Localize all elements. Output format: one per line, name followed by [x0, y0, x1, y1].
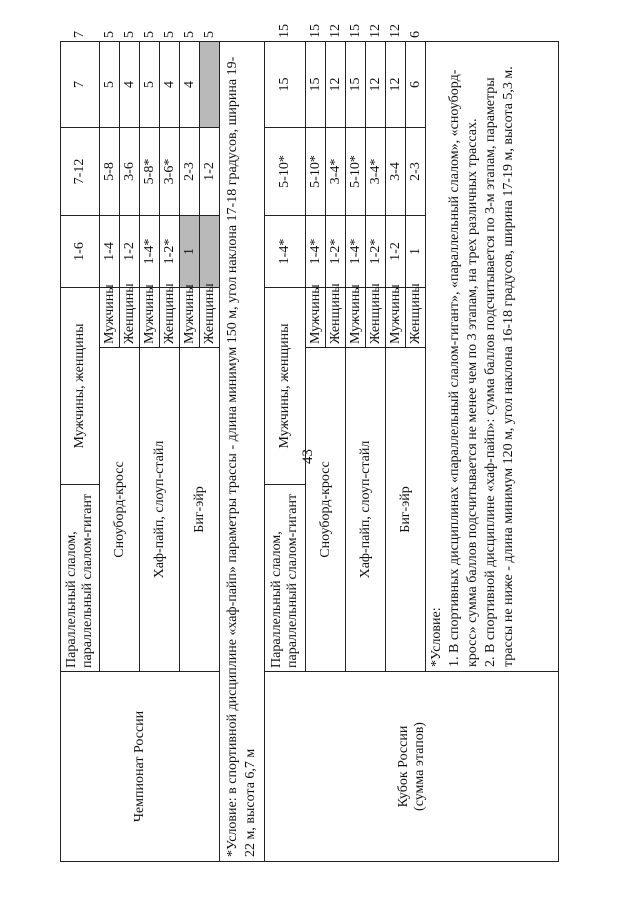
table-row: Женщины 1-2* 3-4* 12 12	[326, 41, 346, 861]
competition-championship: Чемпионат России	[61, 672, 220, 862]
rotated-table-sheet	[60, 23, 612, 862]
gender-cell: Женщины	[160, 287, 180, 347]
cup-note-item-2: 2. В спортивной дисциплине «хаф-пайп»: сумма баллов подсчитывается по 3-м этапам, параметры трассы не ниже - длина минимум 120 м, угол наклона 16-18 градусов, ширина 17-19 м, высота 5,3 м.	[483, 66, 516, 667]
table-row: Хаф-пайп, слоуп-стайл Мужчины 1-4* 5-10* 15 15	[346, 41, 366, 861]
gender-cell: Женщины	[120, 287, 140, 347]
value-cell-shaded: 1	[180, 215, 200, 287]
value-cell-shaded	[200, 215, 220, 287]
value-cell: 7-12	[61, 127, 100, 215]
value-cell: 2-3	[406, 127, 426, 215]
discipline-cell: Хаф-пайп, слоуп-стайл	[140, 348, 180, 672]
gender-cell: Женщины	[406, 287, 426, 347]
gender-cell: Женщины	[200, 287, 220, 347]
value-cell: 12	[386, 41, 406, 127]
value-cell: 1-4*	[265, 215, 306, 287]
cup-note-title: *Условие:	[429, 607, 444, 667]
cup-title: Кубок России	[395, 725, 411, 808]
table-row: Женщины 1 2-3 6 6	[406, 41, 426, 861]
discipline-cell: Параллельный слалом, параллельный слалом-гигант	[265, 485, 306, 672]
value-cell-shaded	[200, 41, 220, 127]
value-cell: 1-2*	[326, 215, 346, 287]
discipline-cell: Биг-эйр	[386, 348, 426, 672]
table-row: Хаф-пайп, слоуп-стайл Мужчины 1-4* 5-8* 5 5	[140, 41, 160, 861]
gender-cell: Мужчины	[346, 287, 366, 347]
value-cell: 5-10*	[306, 127, 326, 215]
discipline-cell: Сноуборд-кросс	[100, 348, 140, 672]
value-cell: 1-2	[120, 215, 140, 287]
value-cell: 5	[100, 41, 120, 127]
discipline-cell: Параллельный слалом, параллельный слалом-гигант	[61, 485, 100, 672]
table-row: Женщины 1-2 5	[200, 41, 220, 861]
table-row: Сноуборд-кросс Мужчины 1-4* 5-10* 15 15	[306, 41, 326, 861]
value-cell: 1-4*	[140, 215, 160, 287]
value-cell: 15	[346, 41, 366, 127]
value-cell: 15	[265, 41, 306, 127]
value-cell: 6	[406, 41, 426, 127]
value-cell: 1	[406, 215, 426, 287]
value-cell: 3-6	[120, 127, 140, 215]
value-cell: 4	[160, 41, 180, 127]
value-cell: 5	[140, 41, 160, 127]
value-cell: 12	[366, 41, 386, 127]
gender-cell: Женщины	[366, 287, 386, 347]
value-cell: 1-2	[386, 215, 406, 287]
value-cell: 3-4*	[326, 127, 346, 215]
value-cell: 5-10*	[346, 127, 366, 215]
gender-cell: Мужчины	[386, 287, 406, 347]
value-cell: 1-4	[100, 215, 120, 287]
gender-cell: Мужчины, женщины	[265, 287, 306, 484]
cup-note-item-1: 1. В спортивных дисциплинах «параллельный слалом-гигант», «параллельный слалом», «сноуборд-кросс» сумма баллов подсчитывается не менее чем по 3 этапам, на трех различных трассах.	[447, 69, 480, 667]
standards-table	[60, 23, 559, 862]
cup-subtitle: (сумма этапов)	[411, 722, 427, 811]
table-row: Женщины 1-2 3-6 4 5	[120, 41, 140, 861]
table-row: Кубок России (сумма этапов) Параллельный слалом, параллельный слалом-гигант Мужчины, женщины 1-4* 5-10* 15 15	[265, 41, 306, 861]
competition-cup	[265, 672, 559, 862]
gender-cell: Женщины	[326, 287, 346, 347]
value-cell: 1-2	[200, 127, 220, 215]
table-row: Чемпионат России Параллельный слалом, параллельный слалом-гигант Мужчины, женщины 1-6 7-12 7 7	[61, 41, 100, 861]
value-cell: 1-2*	[160, 215, 180, 287]
value-cell: 5-8*	[140, 127, 160, 215]
table-row: Женщины 1-2* 3-4* 12 12	[366, 41, 386, 861]
value-cell: 4	[120, 41, 140, 127]
value-cell: 5-10*	[265, 127, 306, 215]
gender-cell: Мужчины	[306, 287, 326, 347]
cup-note	[426, 41, 559, 671]
gender-cell: Мужчины, женщины	[61, 287, 100, 484]
value-cell: 7	[61, 41, 100, 127]
value-cell: 4	[180, 41, 200, 127]
value-cell: 3-6*	[160, 127, 180, 215]
discipline-cell: Биг-эйр	[180, 348, 220, 672]
table-row	[220, 41, 265, 861]
value-cell: 3-4	[386, 127, 406, 215]
value-cell: 1-4*	[346, 215, 366, 287]
page-number: 43	[300, 449, 316, 464]
championship-note: *Условие: в спортивной дисциплине «хаф-пайп» параметры трассы - длина минимум 150 м, угол наклона 17-18 градусов, ширина 19-22 м, высота 6,7 м	[220, 41, 265, 861]
value-cell: 5-8	[100, 127, 120, 215]
value-cell: 1-4*	[306, 215, 326, 287]
table-row: Сноуборд-кросс Мужчины 1-4 5-8 5 5	[100, 41, 120, 861]
table-row: Женщины 1-2* 3-6* 4 5	[160, 41, 180, 861]
value-cell: 1-6	[61, 215, 100, 287]
discipline-cell: Хаф-пайп, слоуп-стайл	[346, 348, 386, 672]
value-cell: 3-4*	[366, 127, 386, 215]
value-cell: 2-3	[180, 127, 200, 215]
gender-cell: Мужчины	[140, 287, 160, 347]
table-row: Биг-эйр Мужчины 1 2-3 4 5	[180, 41, 200, 861]
value-cell: 15	[306, 41, 326, 127]
value-cell: 12	[326, 41, 346, 127]
table-row: Биг-эйр Мужчины 1-2 3-4 12 12	[386, 41, 406, 861]
gender-cell: Мужчины	[100, 287, 120, 347]
gender-cell: Мужчины	[180, 287, 200, 347]
value-cell: 1-2*	[366, 215, 386, 287]
discipline-cell: Сноуборд-кросс	[306, 348, 346, 672]
